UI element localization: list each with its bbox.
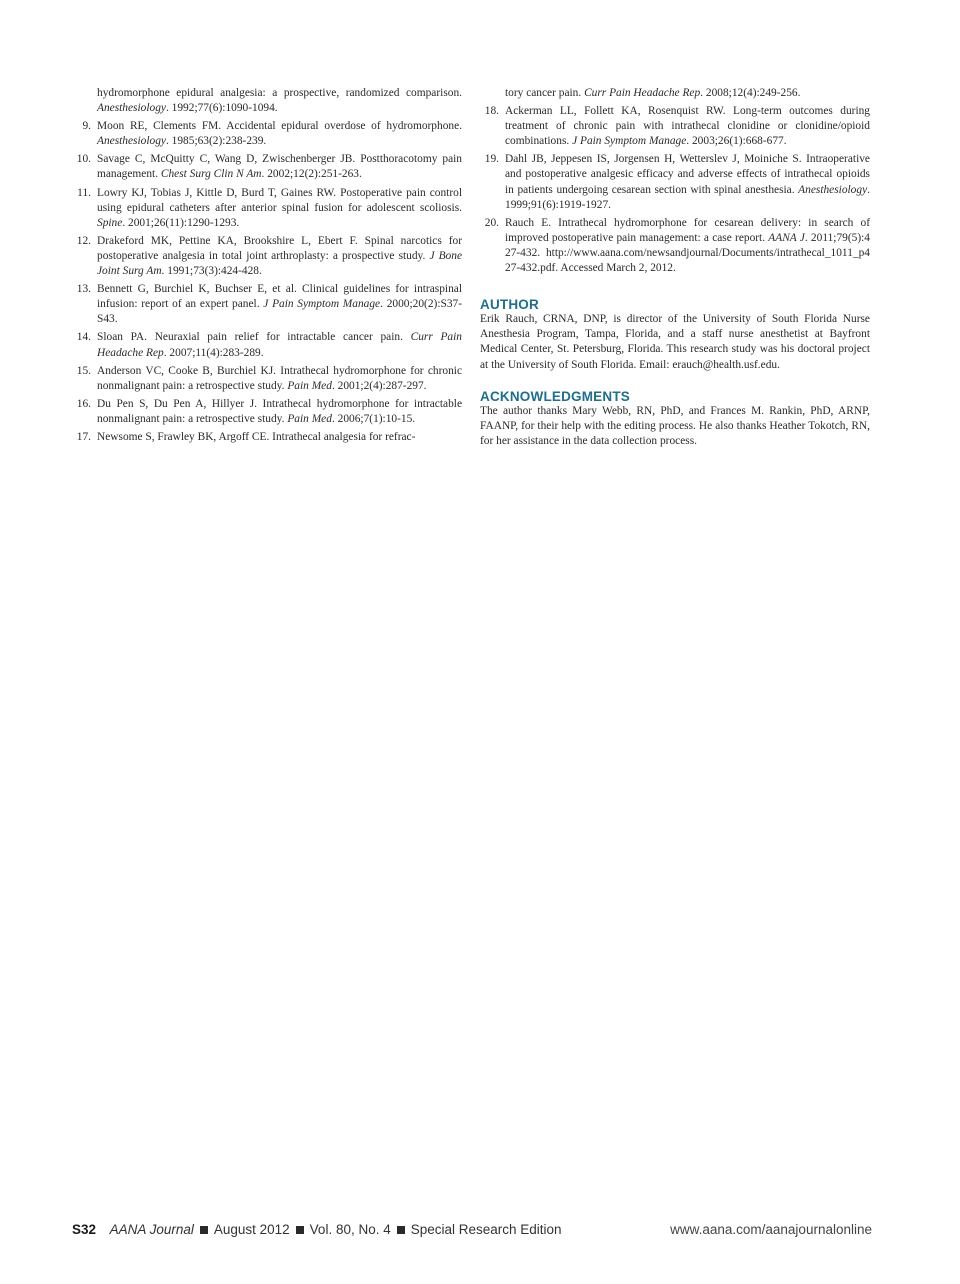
reference-citation: . 2006;7(1):10-15. <box>331 412 416 425</box>
reference-citation: . 2000;20(2):S37-S43. <box>97 298 463 326</box>
reference-text: Rauch E. Intrathecal hydromorphone for cesarean delivery: in search of improved postoperative pain management: a case report. <box>505 216 870 244</box>
separator-square-icon <box>397 1226 405 1234</box>
reference-9 <box>72 119 462 149</box>
reference-text: Lowry KJ, Tobias J, Kittle D, Burd T, Gaines RW. Postoperative pain control using epidural catheters after anterior spinal fusion for adolescent scoliosis. <box>97 186 462 214</box>
reference-11 <box>72 186 462 231</box>
edition-label: Special Research Edition <box>410 1222 562 1237</box>
reference-journal: Curr Pain Headache Rep <box>97 331 462 359</box>
reference-citation: . 2002;12(2):251-263. <box>261 168 362 181</box>
reference-20 <box>480 216 870 276</box>
reference-text: tory cancer pain. <box>505 87 585 99</box>
reference-8-continued <box>72 86 462 116</box>
author-heading: AUTHOR <box>480 297 539 313</box>
reference-text: Anderson VC, Cooke B, Burchiel KJ. Intrathecal hydromorphone for chronic nonmalignant pain: a retrospective study. <box>97 364 462 392</box>
reference-citation: . 1991;73(3):424-428. <box>161 265 262 278</box>
references-right-column <box>480 86 870 449</box>
reference-12 <box>72 234 462 279</box>
reference-17-continued <box>480 86 870 101</box>
reference-journal: AANA J <box>768 231 805 244</box>
reference-journal: Curr Pain Headache Rep <box>584 87 701 99</box>
reference-text: Moon RE, Clements FM. Accidental epidural overdose of hydromorphone. <box>97 120 462 133</box>
reference-text: Du Pen S, Du Pen A, Hillyer J. Intrathecal hydromorphone for intractable nonmalignant pain: a retrospective study. <box>97 397 462 425</box>
reference-number: 12. <box>76 234 91 247</box>
reference-citation: . 2008;12(4):249-256. <box>700 87 801 99</box>
reference-19 <box>480 152 870 212</box>
reference-text: Bennett G, Burchiel K, Buchser E, et al. Clinical guidelines for intraspinal infusion: report of an expert panel. <box>97 283 462 311</box>
reference-number: 20. <box>484 216 499 229</box>
separator-square-icon <box>200 1226 208 1234</box>
reference-text: hydromorphone epidural analgesia: a prospective, randomized comparison. <box>97 87 462 99</box>
reference-14 <box>72 330 462 360</box>
reference-number: 14. <box>76 331 91 344</box>
reference-journal: Anesthesiology <box>798 183 868 196</box>
volume-issue: Vol. 80, No. 4 <box>309 1222 391 1237</box>
reference-text: Savage C, McQuitty C, Wang D, Zwischenberger JB. Postthoracotomy pain management. <box>97 153 462 181</box>
journal-name: AANA Journal <box>109 1222 194 1237</box>
reference-journal: Anesthesiology <box>97 135 166 148</box>
reference-10 <box>72 152 462 182</box>
author-bio: Erik Rauch, CRNA, DNP, is director of the University of South Florida Nurse Anesthesia Program, Tampa, Florida, and a staff nurse anesthetist at Bayfront Medical Center, St. Petersburg, Florida. This research study was his doctoral project at the University of South Florida. Email: erauch@health.usf.edu. <box>480 313 870 371</box>
reference-16 <box>72 397 462 427</box>
references-left-column <box>72 86 462 448</box>
reference-citation: . 2001;26(11):1290-1293. <box>122 216 240 229</box>
reference-number: 10. <box>76 153 91 166</box>
reference-citation: . 2001;2(4):287-297. <box>331 379 427 392</box>
reference-number: 19. <box>484 153 499 166</box>
reference-citation: . 1999;91(6):1919-1927. <box>505 183 870 211</box>
reference-number: 13. <box>76 283 91 296</box>
reference-journal: J Pain Symptom Manage <box>572 135 687 148</box>
reference-citation: . 2007;11(4):283-289. <box>163 346 264 359</box>
reference-citation: . 1992;77(6):1090-1094. <box>165 102 278 115</box>
reference-number: 17. <box>76 430 91 443</box>
reference-number: 9. <box>82 120 91 133</box>
reference-13 <box>72 282 462 327</box>
page-number: S32 <box>72 1222 97 1237</box>
reference-citation: . 2011;79(5):427-432. http://www.aana.com/newsandjournal/Documents/intrathecal_1011_p427-432.pdf. Accessed March 2, 2012. <box>505 231 870 275</box>
acknowledgments-heading: ACKNOWLEDGMENTS <box>480 388 630 404</box>
reference-17 <box>72 430 462 445</box>
reference-journal: Anesthesiology <box>97 102 166 115</box>
reference-citation: . 1985;63(2):238-239. <box>165 135 267 148</box>
reference-text: Ackerman LL, Follett KA, Rosenquist RW. Long-term outcomes during treatment of chronic pain with intrathecal clonidine or clonidine/opioid combinations. <box>505 105 870 148</box>
reference-journal: Spine <box>97 216 123 229</box>
reference-number: 16. <box>76 397 91 410</box>
reference-journal: J Pain Symptom Manage <box>263 298 381 311</box>
page-footer <box>72 1222 872 1242</box>
reference-number: 11. <box>77 186 91 199</box>
reference-18 <box>480 104 870 149</box>
reference-journal: Chest Surg Clin N Am <box>160 168 262 181</box>
journal-url: www.aana.com/aanajournalonline <box>670 1222 872 1237</box>
reference-journal: J Bone Joint Surg Am <box>97 249 463 278</box>
reference-text: Sloan PA. Neuraxial pain relief for intractable cancer pain. <box>97 331 411 344</box>
footer-citation <box>72 1222 562 1237</box>
reference-journal: Pain Med <box>287 379 332 392</box>
reference-journal: Pain Med <box>287 412 332 425</box>
reference-text: Drakeford MK, Pettine KA, Brookshire L, Ebert F. Spinal narcotics for postoperative analgesia in total joint arthroplasty: a prospective study. <box>97 234 462 262</box>
reference-text: Newsome S, Frawley BK, Argoff CE. Intrathecal analgesia for refrac- <box>97 430 416 443</box>
reference-15 <box>72 364 462 394</box>
separator-square-icon <box>296 1226 304 1234</box>
reference-number: 15. <box>76 364 91 377</box>
reference-number: 18. <box>484 105 499 118</box>
reference-citation: . 2003;26(1):668-677. <box>686 135 787 148</box>
issue-date: August 2012 <box>213 1222 290 1237</box>
reference-text: Dahl JB, Jeppesen IS, Jorgensen H, Wetterslev J, Moiniche S. Intraoperative and postoperative analgesic efficacy and adverse effects of intrathecal opioids in patients undergoing cesarean section with spinal anesthesia. <box>505 153 870 196</box>
acknowledgments-text: The author thanks Mary Webb, RN, PhD, and Frances M. Rankin, PhD, ARNP, FAANP, for their help with the editing process. He also thanks Heather Tokotch, RN, for her assistance in the data collection process. <box>480 404 870 447</box>
